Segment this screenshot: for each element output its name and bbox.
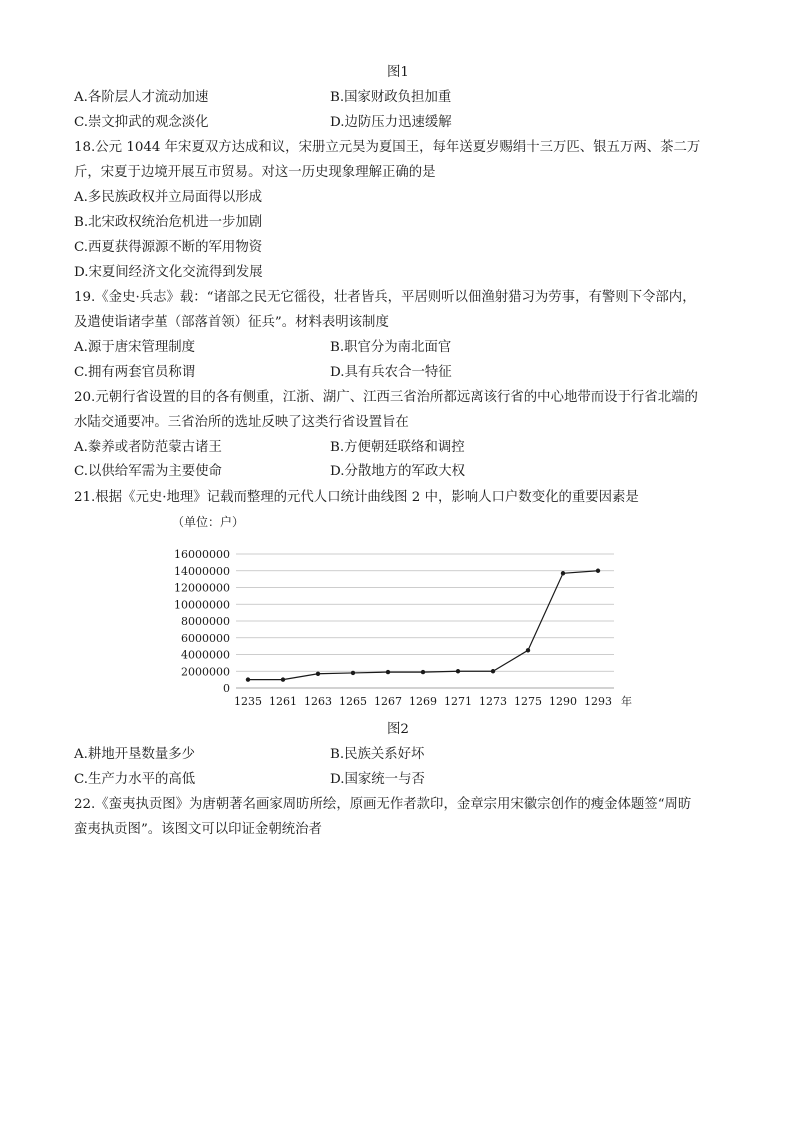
data-point <box>596 569 600 573</box>
figure1-caption: 图1 <box>387 65 409 80</box>
series-line <box>248 571 598 680</box>
q17-option-b: B.国家财政负担加重 <box>330 90 452 105</box>
y-tick-label: 12000000 <box>174 581 230 595</box>
q20-option-a: A.豢养或者防范蒙古诸王 <box>74 440 222 455</box>
figure2-caption: 图2 <box>387 722 409 737</box>
chart-y-tick-labels <box>174 548 230 695</box>
q18-option-b: B.北宋政权统治危机进一步加剧 <box>74 215 263 230</box>
q18-stem-line2: 斤，宋夏于边境开展互市贸易。对这一历史现象理解正确的是 <box>74 165 436 180</box>
x-tick-label: 1293 <box>584 695 612 708</box>
q21-option-c: C.生产力水平的高低 <box>74 772 196 787</box>
data-point <box>421 670 425 674</box>
x-tick-label: 1263 <box>304 695 332 708</box>
x-tick-label: 1269 <box>409 695 437 708</box>
q21-option-b: B.民族关系好坏 <box>330 747 425 762</box>
x-tick-label: 1265 <box>339 695 367 708</box>
q21-option-d: D.国家统一与否 <box>330 772 425 787</box>
q18-option-c: C.西夏获得源源不断的军用物资 <box>74 240 263 255</box>
chart-series <box>246 569 600 682</box>
data-point <box>526 648 530 652</box>
data-point <box>246 677 250 681</box>
q19-option-c: C.拥有两套官员称谓 <box>74 365 196 380</box>
chart-unit-label: （单位：户） <box>172 515 245 529</box>
x-tick-label: 1261 <box>269 695 297 708</box>
y-tick-label: 0 <box>223 682 230 695</box>
data-point <box>561 571 565 575</box>
x-tick-label: 1290 <box>549 695 577 708</box>
q20-option-d: D.分散地方的军政大权 <box>330 464 466 479</box>
y-tick-label: 6000000 <box>181 631 230 645</box>
data-point <box>456 669 460 673</box>
y-tick-label: 14000000 <box>174 564 230 578</box>
q19-option-b: B.职官分为南北面官 <box>330 340 452 355</box>
q22-stem-line1: 22.《蛮夷执贡图》为唐朝著名画家周昉所绘，原画无作者款印，金章宗用宋徽宗创作的瘦金体题签“周昉 <box>74 797 692 812</box>
q22-stem-line2: 蛮夷执贡图”。该图文可以印证金朝统治者 <box>74 822 322 837</box>
q19-stem-line1: 19.《金史·兵志》载：“诸部之民无它徭役，壮者皆兵，平居则听以佃渔射猎习为劳事，有警则下令部内， <box>74 290 696 305</box>
y-tick-label: 8000000 <box>181 615 230 628</box>
q17-option-c: C.崇文抑武的观念淡化 <box>74 115 209 130</box>
q18-stem-line1: 18.公元 1044 年宋夏双方达成和议，宋册立元昊为夏国王，每年送夏岁赐绢十三万匹、银五万两、茶二万 <box>74 140 701 155</box>
y-tick-label: 4000000 <box>181 648 230 662</box>
q19-stem-line2: 及遣使诣诸孛堇（部落首领）征兵”。材料表明该制度 <box>74 315 389 330</box>
q19-option-a: A.源于唐宋管理制度 <box>74 340 196 355</box>
q21-stem: 21.根据《元史·地理》记载而整理的元代人口统计曲线图 2 中，影响人口户数变化的重要因素是 <box>74 490 639 505</box>
chart-x-tick-labels <box>234 694 632 708</box>
q20-option-b: B.方便朝廷联络和调控 <box>330 440 465 455</box>
q18-option-d: D.宋夏间经济文化交流得到发展 <box>74 265 263 280</box>
data-point <box>351 671 355 675</box>
x-tick-label: 1235 <box>234 695 262 708</box>
population-line-chart <box>0 508 794 708</box>
x-tick-label: 1267 <box>374 695 402 708</box>
q17-option-a: A.各阶层人才流动加速 <box>74 90 209 105</box>
data-point <box>316 672 320 676</box>
q20-stem-line2: 水陆交通要冲。三省治所的选址反映了这类行省设置旨在 <box>74 415 409 430</box>
data-point <box>491 669 495 673</box>
data-point <box>281 677 285 681</box>
y-tick-label: 16000000 <box>174 548 230 561</box>
chart-grid <box>236 554 614 688</box>
y-tick-label: 2000000 <box>181 665 230 679</box>
q18-option-a: A.多民族政权并立局面得以形成 <box>74 190 263 205</box>
q19-option-d: D.具有兵农合一特征 <box>330 365 452 380</box>
q20-option-c: C.以供给军需为主要使命 <box>74 464 222 479</box>
x-tick-label: 1275 <box>514 695 542 708</box>
data-point <box>386 670 390 674</box>
q20-stem-line1: 20.元朝行省设置的目的各有侧重，江浙、湖广、江西三省治所都远离该行省的中心地带而设于行省北端的 <box>74 390 698 405</box>
x-tick-label: 1273 <box>479 695 507 708</box>
y-tick-label: 10000000 <box>174 598 230 612</box>
x-tick-label: 1271 <box>444 695 472 708</box>
x-axis-unit-label: 年 <box>621 695 632 708</box>
q21-option-a: A.耕地开垦数量多少 <box>74 747 196 762</box>
q17-option-d: D.边防压力迅速缓解 <box>330 115 452 130</box>
